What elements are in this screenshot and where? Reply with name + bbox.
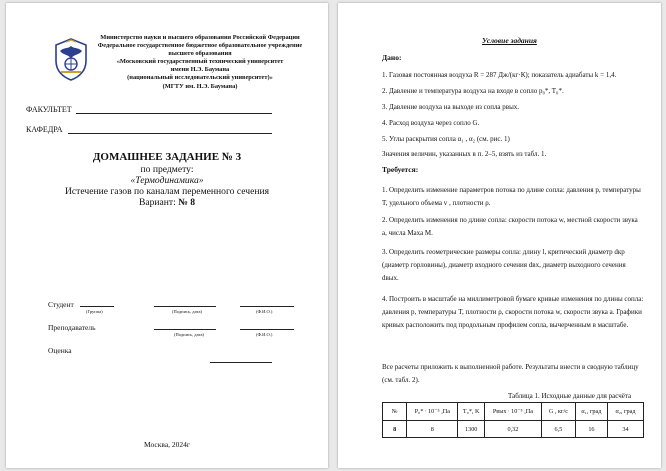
table-header-cell: α₁, град [575, 403, 607, 421]
table-header-cell: P₀* ∙ 10⁻⁵ ,Па [407, 403, 458, 421]
teacher-label: Преподаватель [48, 323, 96, 332]
topic: Истечение газов по каналам переменного сечения [64, 186, 270, 197]
table-row [383, 421, 644, 438]
student-label: Студент [48, 300, 74, 309]
task-page [338, 3, 661, 468]
homework-title: ДОМАШНЕЕ ЗАДАНИЕ № 3 [92, 151, 242, 163]
title-page [6, 3, 328, 468]
org-line: высшего образования [168, 50, 232, 58]
bmstu-emblem-icon [52, 37, 90, 81]
group-caption: (Группа) [86, 309, 103, 314]
org-line: «Московский государственный технический университет [116, 58, 284, 66]
task-title: Условие задания [482, 36, 537, 45]
given-item: 3. Давление воздуха на выходе из сопла pвых. [382, 103, 520, 111]
given-note: Значения величин, указанных в п. 2–5, взять из табл. 1. [382, 150, 547, 158]
teacher-name-line [240, 329, 294, 330]
table-cell: 8 [383, 421, 407, 438]
given-item: 5. Углы раскрытия сопла α₁ , α₂ (см. рис. 1) [382, 135, 510, 143]
given-item: 1. Газовая постоянная воздуха R = 287 Дж/(кг·К); показатель адиабаты k = 1,4. [382, 71, 617, 79]
source-data-table [382, 402, 644, 438]
org-line: имени Н.Э. Баумана [170, 66, 230, 74]
organization-header [90, 34, 310, 91]
closing-note: Все расчеты приложить к выполненной работе. Результаты внести в сводную таблицу (см. табл. 2). [382, 363, 639, 384]
subject-prefix: по предмету: [140, 164, 194, 175]
group-line [80, 306, 114, 307]
table-cell: 0,32 [484, 421, 541, 438]
faculty-line [76, 113, 272, 114]
table-header-cell: G , кг/с [541, 403, 575, 421]
table-cell: 34 [607, 421, 643, 438]
grade-label: Оценка [48, 346, 72, 355]
given-item: 4. Расход воздуха через сопло G. [382, 119, 480, 127]
required-item: 3. Определить геометрические размеры сопла: длину l, критический диаметр dкр (диаметр горловины), диаметр входного сечения dвх, диаметр выходного сечения dвых. [382, 248, 626, 282]
required-header: Требуется: [382, 165, 419, 174]
variant-label: Вариант: [138, 197, 176, 208]
given-item: 2. Давление и температура воздуха на входе в сопло p₀*, T₀*. [382, 87, 564, 95]
org-line: (МГТУ им. Н.Э. Баумана) [162, 82, 238, 90]
student-name-caption: (Ф.И.О.) [256, 309, 273, 314]
grade-line [210, 362, 272, 363]
table-cell: 16 [575, 421, 607, 438]
table-header-cell: α₂, град [607, 403, 643, 421]
table-header-cell: Pвых ∙ 10⁻⁵ ,Па [484, 403, 541, 421]
department-line [68, 133, 272, 134]
required-item: 1. Определить изменение параметров потока по длине сопла: давления p, температуры T, удельного объема v , плотности ρ. [382, 186, 641, 207]
table-cell: 8 [407, 421, 458, 438]
required-item: 4. Построить в масштабе на миллиметровой бумаге кривые изменения по длины сопла: давления p, температуры T, плотности ρ, скорости потока w, скорости звука a. Графики кривых расположить под продольным профилем сопла, вычерченным в масштабе. [382, 295, 644, 329]
variant-line [6, 197, 328, 208]
org-line: Федеральное государственное бюджетное образовательное учреждение [97, 42, 303, 50]
org-line: (национальный исследовательский университет)» [127, 74, 273, 82]
table-cell: 6,5 [541, 421, 575, 438]
table-header-row [383, 403, 644, 421]
variant-value: № 8 [178, 197, 196, 208]
student-signature-line [154, 306, 216, 307]
table-header-cell: № [383, 403, 407, 421]
table-caption: Таблица 1. Исходные данные для расчёта [508, 392, 632, 400]
department-label: КАФЕДРА [26, 125, 63, 134]
teacher-sign-caption: (Подпись, дата) [174, 332, 204, 337]
table-header-cell: T₀*, K [458, 403, 484, 421]
student-name-line [240, 306, 294, 307]
subject-name: «Термодинамика» [130, 175, 204, 186]
student-sign-caption: (Подпись, дата) [172, 309, 202, 314]
table-cell: 1300 [458, 421, 484, 438]
required-item: 2. Определить изменения по длине сопла: скорости потока w, местной скорости звука a, числа Маха M. [382, 216, 638, 237]
given-header: Дано: [382, 53, 402, 62]
org-line: Министерство науки и высшего образования Российской Федерации [100, 34, 300, 41]
teacher-name-caption: (Ф.И.О.) [256, 332, 273, 337]
teacher-signature-line [154, 329, 216, 330]
city-year: Москва, 2024г [144, 440, 190, 449]
faculty-label: ФАКУЛЬТЕТ [26, 105, 72, 114]
